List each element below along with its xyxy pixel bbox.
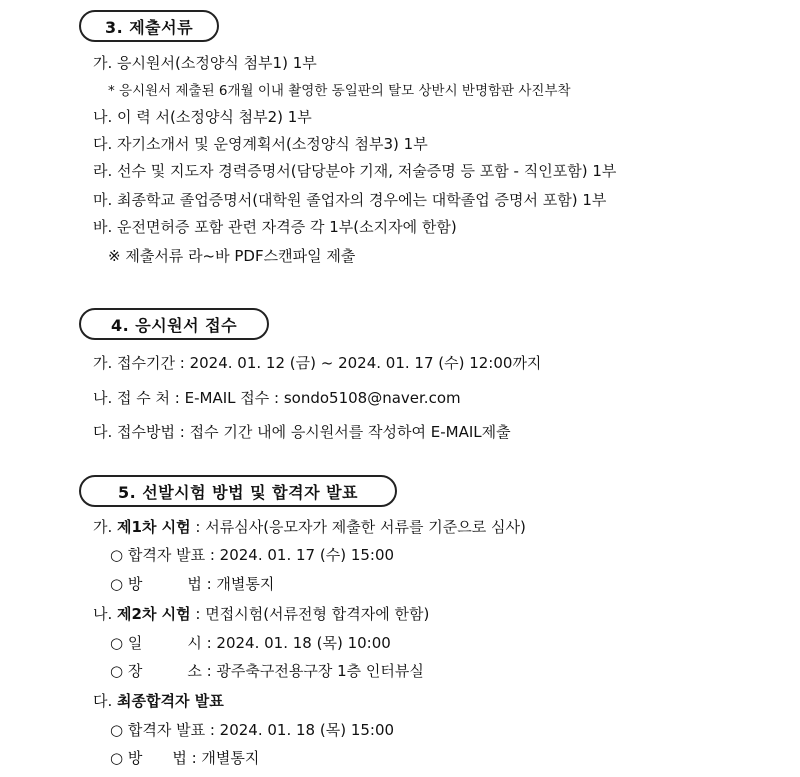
sub-item: ○ 합격자 발표 : 2024. 01. 17 (수) 15:00	[110, 546, 395, 564]
item-prefix: 나.	[93, 605, 118, 623]
section-4-title: 4. 응시원서 접수	[110, 315, 238, 335]
reception-method: 다. 접수방법 : 접수 기간 내에 응시원서를 작성하여 E-MAIL제출	[93, 423, 511, 441]
section-3-title: 3. 제출서류	[104, 17, 194, 37]
sub-item: ○ 장 소 : 광주축구전용구장 1층 인터뷰실	[110, 662, 424, 680]
sub-item: ○ 일 시 : 2024. 01. 18 (목) 10:00	[110, 634, 391, 652]
second-exam-line	[93, 605, 429, 623]
item-prefix: 가.	[93, 518, 118, 536]
first-exam-detail: : 서류심사(응모자가 제출한 서류를 기준으로 심사)	[190, 518, 526, 536]
section-5-title: 5. 선발시험 방법 및 합격자 발표	[117, 482, 359, 502]
section-3-heading	[79, 10, 219, 42]
reception-place: 나. 접 수 처 : E-MAIL 접수 : sondo5108@naver.com	[93, 389, 461, 407]
doc-line: 가. 응시원서(소정양식 첨부1) 1부	[93, 54, 317, 72]
first-exam-line	[93, 518, 526, 536]
doc-line: 마. 최종학교 졸업증명서(대학원 졸업자의 경우에는 대학졸업 증명서 포함) 1부	[93, 191, 607, 209]
sub-item: ○ 합격자 발표 : 2024. 01. 18 (목) 15:00	[110, 721, 395, 739]
second-exam-detail: : 면접시험(서류전형 합격자에 한함)	[190, 605, 430, 623]
doc-line: 나. 이 력 서(소정양식 첨부2) 1부	[93, 108, 312, 126]
doc-note: * 응시원서 제출된 6개월 이내 촬영한 동일판의 탈모 상반시 반명함판 사진부착	[108, 83, 571, 99]
final-announce-label: 최종합격자 발표	[117, 692, 224, 710]
section-5-heading	[79, 475, 397, 507]
sub-item: ○ 방 법 : 개별통지	[110, 749, 260, 767]
section-4-heading	[79, 308, 269, 340]
first-exam-label: 제1차 시험	[117, 518, 191, 536]
final-announce-line	[93, 692, 224, 710]
second-exam-label: 제2차 시험	[117, 605, 191, 623]
doc-line: 바. 운전면허증 포함 관련 자격증 각 1부(소지자에 한함)	[93, 218, 457, 236]
sub-item: ○ 방 법 : 개별통지	[110, 575, 275, 593]
doc-line: 라. 선수 및 지도자 경력증명서(담당분야 기재, 저술증명 등 포함 - 직인포함) 1부	[93, 162, 617, 180]
doc-line: 다. 자기소개서 및 운영계획서(소정양식 첨부3) 1부	[93, 135, 428, 153]
reception-period: 가. 접수기간 : 2024. 01. 12 (금) ~ 2024. 01. 17 (수) 12:00까지	[93, 354, 542, 372]
doc-note: ※ 제출서류 라~바 PDF스캔파일 제출	[108, 247, 356, 265]
item-prefix: 다.	[93, 692, 118, 710]
